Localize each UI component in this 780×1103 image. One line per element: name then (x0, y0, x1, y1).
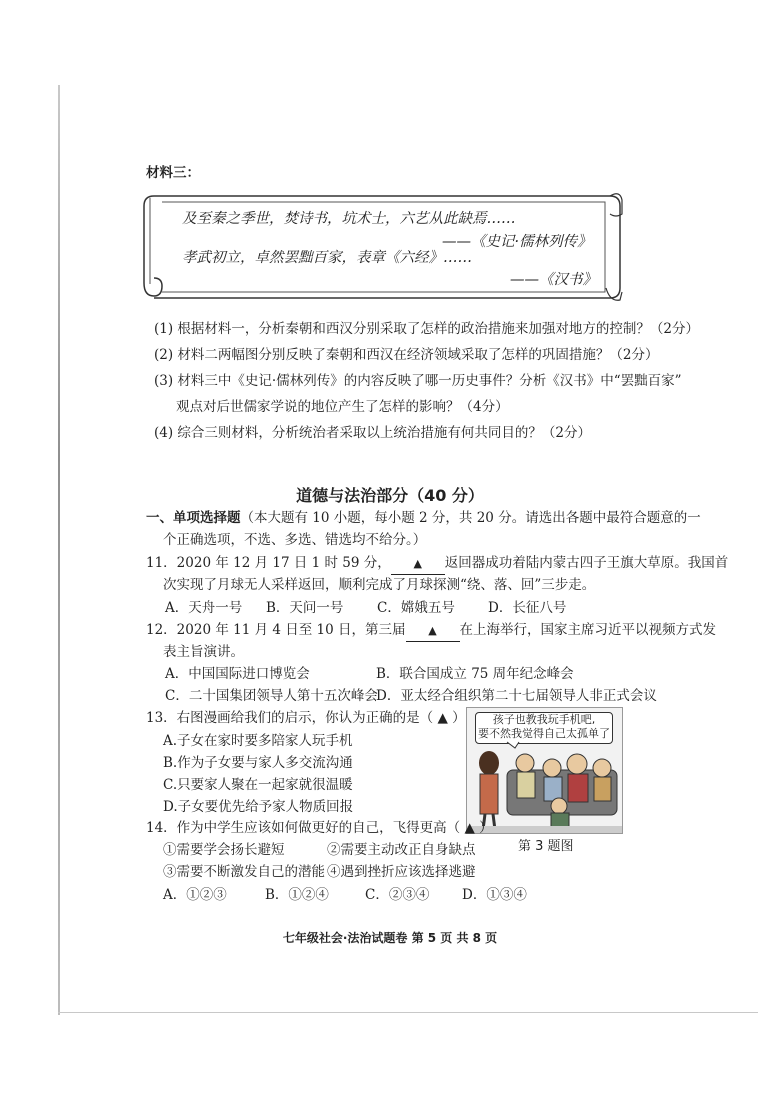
q11-blank-mark: ▲ (413, 557, 423, 570)
q13-option-a: A.子女在家时要多陪家人玩手机 (163, 733, 353, 749)
history-q2: (2) 材料二两幅图分别反映了秦朝和西汉在经济领域采取了怎样的巩固措施？（2分） (154, 347, 659, 363)
q12-line1 (146, 620, 716, 642)
quote-2-source: ——《汉书》 (510, 272, 597, 288)
q14-option-d: D．①③④ (462, 887, 527, 903)
quote-1-source: ——《史记·儒林列传》 (442, 234, 592, 250)
part1-heading (146, 508, 701, 528)
q11-stem-a: 11．2020 年 12 月 17 日 1 时 59 分， (146, 555, 391, 571)
q12-option-a: A．中国国际进口博览会 (165, 666, 310, 682)
q12-option-b: B．联合国成立 75 周年纪念峰会 (376, 666, 574, 682)
scan-edge-bottom (58, 1012, 758, 1013)
q13-stem: 13．右图漫画给我们的启示，你认为正确的是（ ▲ ） (146, 710, 466, 726)
q12-option-c: C．二十国集团领导人第十五次峰会 (165, 688, 378, 704)
history-q3: (3) 材料三中《史记·儒林列传》的内容反映了哪一历史事件？分析《汉书》中“罢黜百家” (154, 373, 682, 389)
history-q1: (1) 根据材料一，分析秦朝和西汉分别采取了怎样的政治措施来加强对地方的控制？（2分） (154, 321, 700, 337)
q14-item-3: ③需要不断激发自己的潜能 (163, 864, 325, 880)
material3-label: 材料三： (146, 165, 200, 181)
bubble-line-1: 孩子也教我玩手机吧, (492, 713, 596, 726)
q14-option-a: A．①②③ (163, 887, 227, 903)
q12-blank-mark: ▲ (428, 624, 437, 637)
q11-option-b: B．天问一号 (266, 600, 344, 616)
q14-option-b: B．①②④ (265, 887, 329, 903)
q14-option-c: C．②③④ (365, 887, 430, 903)
page-footer: 七年级社会·法治试题卷 第 5 页 共 8 页 (282, 931, 498, 945)
q12-option-d: D．亚太经合组织第二十七届领导人非正式会议 (376, 688, 657, 704)
history-q4: (4) 综合三则材料，分析统治者采取以上统治措施有何共同目的？（2分） (154, 425, 592, 441)
q14-item-4: ④遇到挫折应该选择逃避 (327, 864, 476, 880)
q13-option-b: B.作为子女要与家人多交流沟通 (163, 755, 353, 771)
q14-stem: 14．作为中学生应该如何做更好的自己，飞得更高（ ▲ ） (146, 820, 493, 836)
quote-2: 孝武初立，卓然罢黜百家，表章《六经》…… (182, 250, 472, 266)
scan-edge (58, 85, 60, 1015)
q11-option-d: D．长征八号 (488, 600, 567, 616)
q12-line2: 表主旨演讲。 (163, 644, 244, 660)
quote-1: 及至秦之季世，焚诗书，坑术士，六艺从此缺焉…… (182, 211, 516, 227)
q12-blank (406, 620, 460, 642)
q11-option-a: A．天舟一号 (165, 600, 243, 616)
part1-heading-bold: 一、单项选择题 (146, 510, 241, 526)
q11-option-c: C．嫦娥五号 (377, 600, 455, 616)
scroll-frame (140, 188, 625, 305)
q11-stem-b: 返回器成功着陆内蒙古四子王旗大草原。我国首 (444, 555, 729, 571)
q14-item-1: ①需要学会扬长避短 (163, 842, 285, 858)
part1-heading-rest: （本大题有 10 小题，每小题 2 分，共 20 分。请选出各题中最符合题意的一 (240, 510, 701, 526)
q14-item-2: ②需要主动改正自身缺点 (327, 842, 476, 858)
q11-blank (391, 553, 445, 575)
q13-figure-caption: 第 3 题图 (518, 839, 574, 854)
bubble-line-2: 要不然我觉得自己太孤单了 (478, 727, 610, 740)
section-title: 道德与法治部分（40 分） (296, 486, 484, 505)
history-q3-cont: 观点对后世儒家学说的地位产生了怎样的影响？（4分） (176, 399, 509, 415)
q12-stem-b: 在上海举行，国家主席习近平以视频方式发 (459, 622, 717, 638)
q11-line2: 次实现了月球无人采样返回，顺利完成了月球探测“绕、落、回”三步走。 (163, 577, 596, 593)
q13-option-c: C.只要家人聚在一起家就很温暖 (163, 777, 353, 793)
family-illustration (467, 708, 622, 833)
q11-line1 (146, 553, 728, 575)
part1-heading-line2: 个正确选项，不选、多选、错选均不给分。） (163, 532, 427, 548)
q12-stem-a: 12．2020 年 11 月 4 日至 10 日，第三届 (146, 622, 406, 638)
q13-option-d: D.子女要优先给予家人物质回报 (163, 799, 354, 815)
q13-cartoon (466, 707, 623, 834)
